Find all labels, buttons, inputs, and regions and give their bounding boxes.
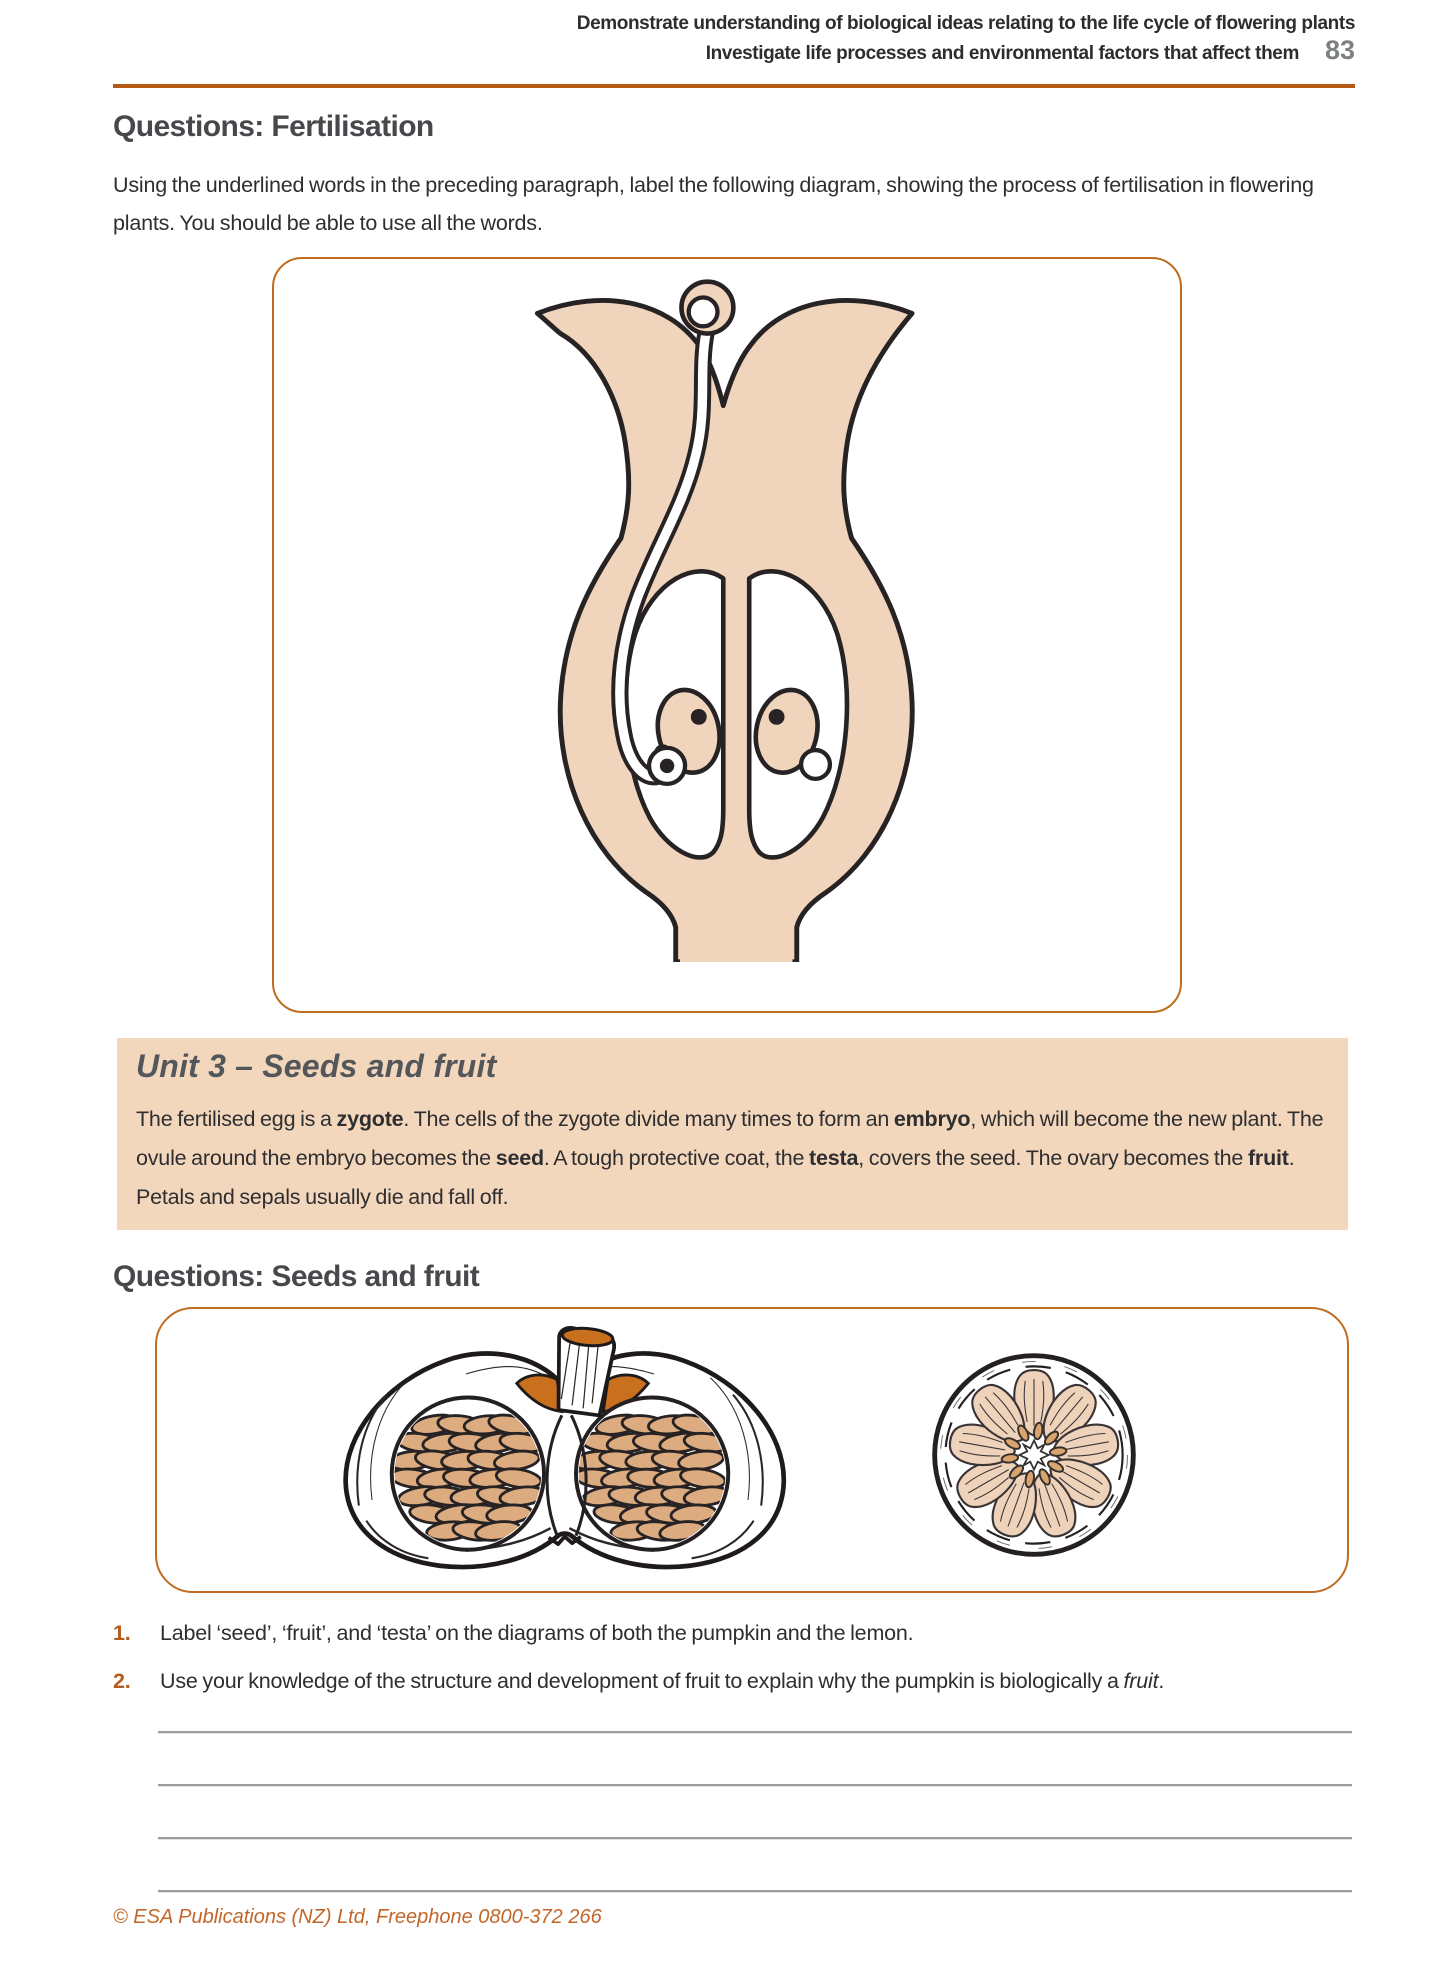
question-1-text: Label ‘seed’, ‘fruit’, and ‘testa’ on the diagrams of both the pumpkin and the lemon. (160, 1621, 914, 1645)
lemon-cross-section (922, 1343, 1146, 1567)
question-1 (113, 1618, 1355, 1648)
fertilisation-intro: Using the underlined words in the preceding paragraph, label the following diagram, showing the process of fertilisation in flowering plants. You should be able to use all the words. (113, 173, 1314, 235)
pollen-grain (681, 282, 733, 334)
question-1-number: 1. (113, 1621, 131, 1645)
unit3-body: The fertilised egg is a zygote. The cells of the zygote divide many times to form an embryo, which will become the new plant. The ovule around the embryo becomes the seed. A tough protective coat, the testa, covers the seed. The ovary becomes the fruit. Petals and sepals usually die and fall off. (136, 1107, 1324, 1209)
answer-line[interactable] (158, 1890, 1352, 1893)
pumpkin-cross-section (325, 1325, 795, 1579)
answer-line[interactable] (158, 1731, 1352, 1734)
fruit-diagram-box (155, 1307, 1349, 1593)
footer-copyright: © ESA Publications (NZ) Ltd, Freephone 0800-372 266 (113, 1906, 602, 1928)
carpel-fertilisation-diagram (497, 270, 987, 962)
carpel-diagram-box (272, 257, 1182, 1013)
unit3-heading: Unit 3 – Seeds and fruit (136, 1048, 497, 1084)
fertilisation-heading: Questions: Fertilisation (113, 110, 434, 143)
question-2-text: Use your knowledge of the structure and development of fruit to explain why the pumpkin is biologically a fruit. (160, 1669, 1165, 1693)
question-2-number: 2. (113, 1669, 131, 1693)
page-number: 83 (1324, 35, 1355, 65)
answer-line[interactable] (158, 1784, 1352, 1787)
unit3-band (117, 1038, 1348, 1230)
seeds-fruit-heading: Questions: Seeds and fruit (113, 1260, 480, 1293)
header-line-2: Investigate life processes and environmental factors that affect them (705, 43, 1299, 64)
page-header (113, 10, 1355, 67)
header-rule (113, 84, 1355, 88)
question-2 (113, 1666, 1355, 1696)
answer-line[interactable] (158, 1837, 1352, 1840)
header-line-1: Demonstrate understanding of biological ideas relating to the life cycle of flowering plants (576, 13, 1355, 34)
lemon-core-star (1019, 1440, 1048, 1469)
